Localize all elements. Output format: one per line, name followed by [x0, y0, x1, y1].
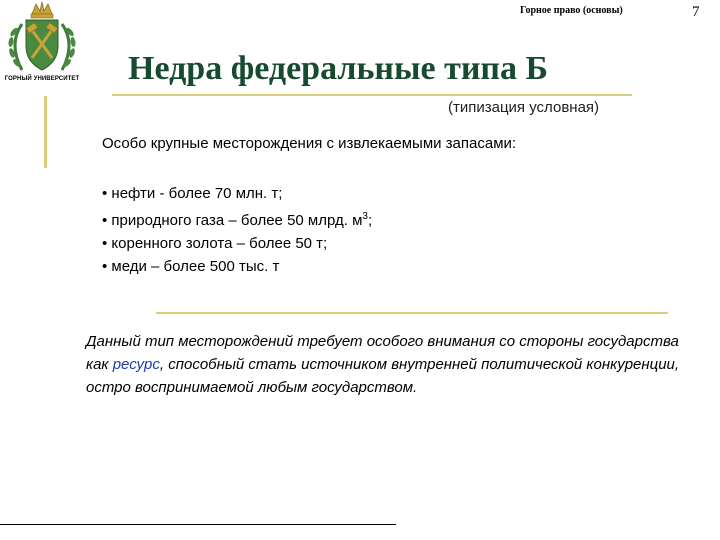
slide-subtitle: (типизация условная): [448, 99, 600, 116]
oil-item: • нефти - более 70 млн. т;: [102, 185, 283, 202]
note-text-start: Данный тип месторождений требует особого внимания со стороны государства как: [86, 333, 679, 373]
course-note: Горное право (основы): [520, 5, 623, 16]
gas-item: • природного газа – более 50 млрд. м: [102, 212, 363, 229]
footer-rule: [0, 524, 396, 525]
list-item: [102, 255, 372, 278]
list-item: [102, 232, 372, 255]
note-paragraph: [86, 330, 696, 399]
title-divider: [112, 94, 632, 96]
gas-item-tail: ;: [367, 212, 373, 229]
list-item: [102, 182, 372, 205]
gas-unit-exponent: 3: [362, 211, 368, 222]
logo-caption: ГОРНЫЙ УНИВЕРСИТЕТ: [4, 76, 80, 82]
note-accent-word: ресурс: [112, 356, 160, 373]
note-text-end: , способный стать источником внутренней политической конкуренции, остро воспринимаемой любым государством.: [86, 356, 680, 396]
intro-text: Особо крупные месторождения с извлекаемыми запасами:: [102, 135, 517, 152]
emblem-icon: [0, 0, 84, 78]
gold-item: • коренного золота – более 50 т;: [102, 235, 328, 252]
university-logo: [0, 0, 84, 96]
left-accent-bar: [44, 96, 47, 168]
copper-item: • меди – более 500 тыс. т: [102, 258, 280, 275]
page-number: 7: [692, 4, 700, 20]
list-item: [102, 205, 372, 232]
section-divider: [156, 312, 668, 314]
slide-title: Недра федеральные типа Б: [128, 50, 549, 87]
reserves-list: [102, 182, 372, 278]
